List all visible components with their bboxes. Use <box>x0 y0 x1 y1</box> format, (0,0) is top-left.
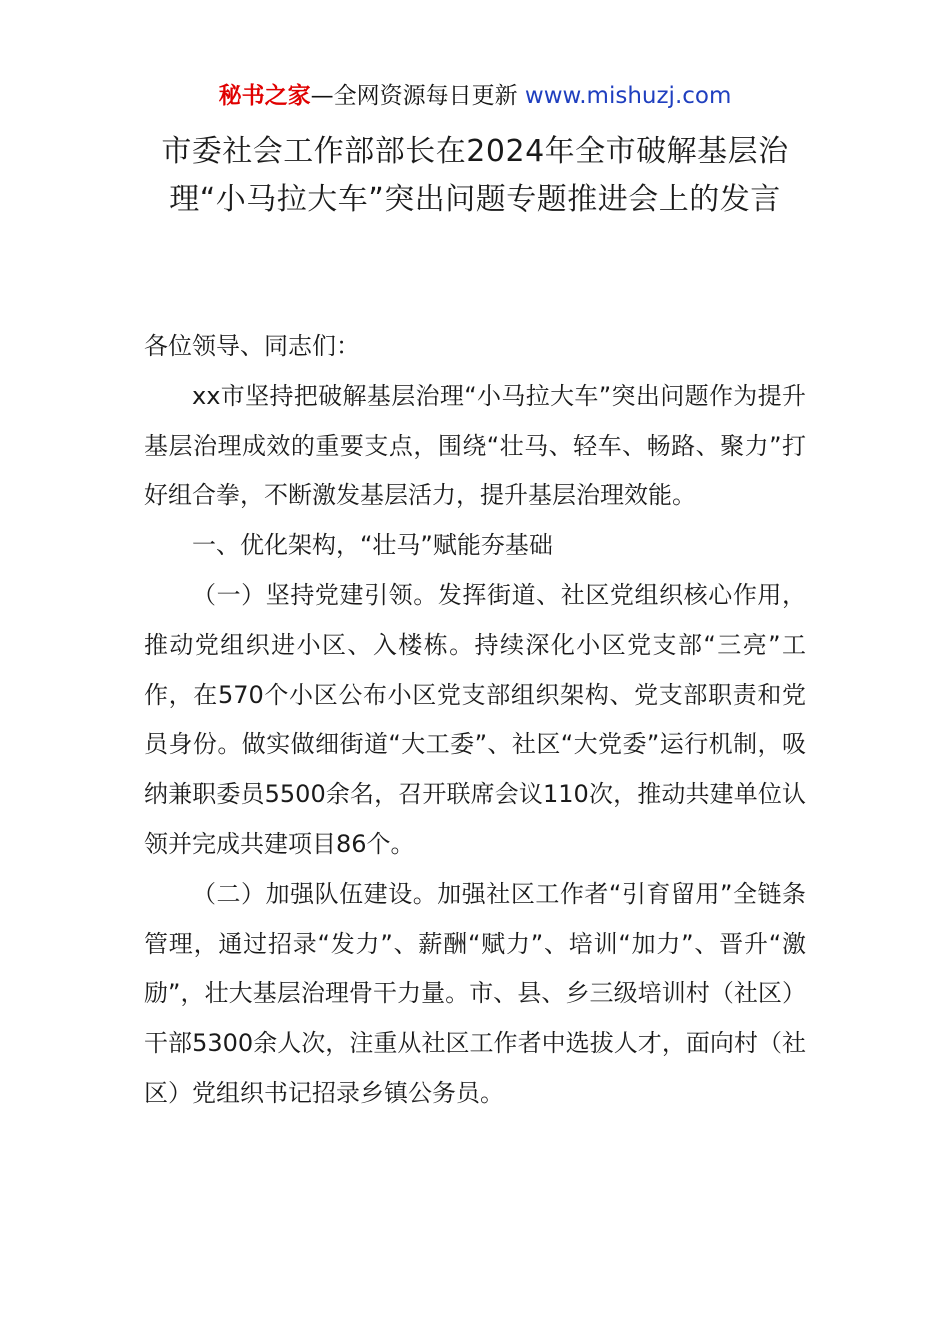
document-body <box>144 322 806 1119</box>
banner-slogan: —全网资源每日更新 <box>310 83 525 109</box>
document-title: 市委社会工作部部长在2024年全市破解基层治理“小马拉大车”突出问题专题推进会上的发言 <box>161 134 789 217</box>
salutation: 各位领导、同志们： <box>144 332 360 360</box>
paragraph-party-building: （一）坚持党建引领。发挥街道、社区党组织核心作用，推动党组织进小区、入楼栋。持续深化小区党支部“三亮”工作，在570个小区公布小区党支部组织架构、党支部职责和党员身份。做实做细街道“大工委”、社区“大党委”运行机制，吸纳兼职委员5500余名，召开联席会议110次，推动共建单位认领并完成共建项目86个。 <box>144 580 806 858</box>
banner-url[interactable]: www.mishuzj.com <box>524 83 732 109</box>
paragraph-intro: xx市坚持把破解基层治理“小马拉大车”突出问题作为提升基层治理成效的重要支点，围绕“壮马、轻车、畅路、聚力”打好组合拳，不断激发基层活力，提升基层治理效能。 <box>144 381 806 510</box>
section-heading-1: 一、优化架构，“壮马”赋能夯基础 <box>192 531 553 560</box>
site-banner <box>0 80 950 112</box>
paragraph-team-building: （二）加强队伍建设。加强社区工作者“引育留用”全链条管理，通过招录“发力”、薪酬“赋力”、培训“加力”、晋升“激励”，壮大基层治理骨干力量。市、县、乡三级培训村（社区）干部5300余人次，注重从社区工作者中选拔人才，面向村（社区）党组织书记招录乡镇公务员。 <box>144 879 806 1107</box>
banner-brand: 秘书之家 <box>218 83 311 109</box>
